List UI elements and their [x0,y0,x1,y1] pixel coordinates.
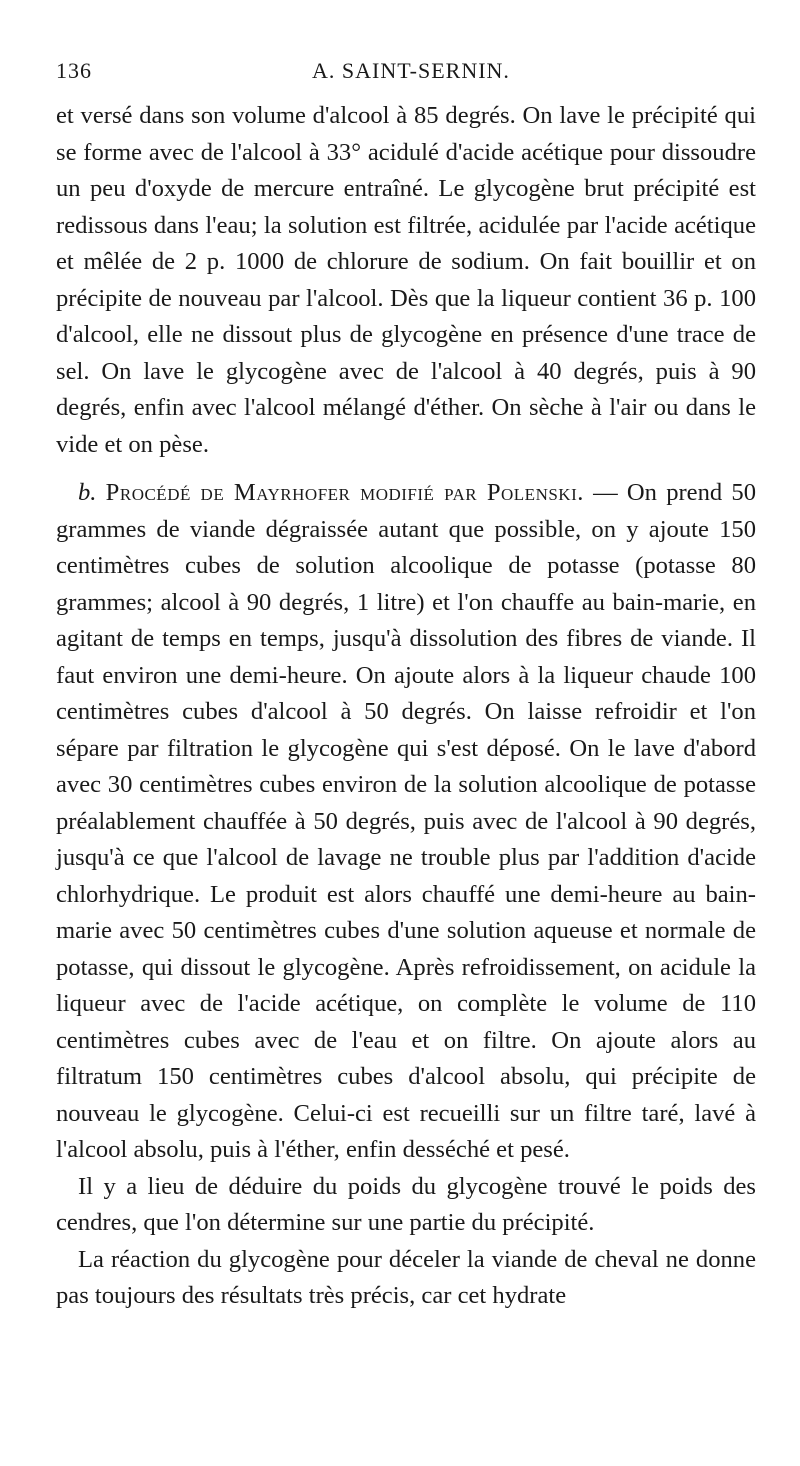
section-label: b. [78,479,97,506]
section-text: On prend 50 grammes de viande dégraissée autant que possible, on y ajoute 150 centimètres cubes de solution alcoolique de potasse (potasse 80 grammes; alcool à 90 degrés, 1 litre) et l'on chauffe au bain-marie, en agitant de temps en temps, jusqu'à dissolution des fibres de viande. Il faut environ une demi-heure. On ajoute alors à la liqueur chaude 100 centimètres cubes d'alcool à 50 degrés. On laisse refroidir et l'on sépare par filtration le glycogène qui s'est déposé. On le lave d'abord avec 30 centimètres cubes environ de la solution alcoolique de potasse préalablement chauffée à 50 degrés, puis avec de l'alcool à 90 degrés, jusqu'à ce que l'alcool de lavage ne trouble plus par l'addition d'acide chlorhydrique. Le produit est alors chauffé une demi-heure au bain-marie avec 50 centimètres cubes d'une solution aqueuse et normale de potasse, qui dissout le glycogène. Après refroidissement, on acidule la liqueur avec de l'acide acétique, on complète le volume de 110 centimètres cubes avec de l'eau et on filtre. On ajoute alors au filtratum 150 centimètres cubes d'alcool absolu, qui précipite de nouveau le glycogène. Celui-ci est recueilli sur un filtre taré, lavé à l'alcool absolu, puis à l'éther, enfin desséché et pesé. [56,479,756,1163]
page-header [56,58,756,88]
em-dash: — [583,479,627,506]
running-head: A. SAINT-SERNIN. [312,58,510,83]
paragraph-ash-deduction: Il y a lieu de déduire du poids du glycogène trouvé le poids des cendres, que l'on détermine sur une partie du précipité. [56,1172,756,1236]
paragraph-glycogen-reaction: La réaction du glycogène pour déceler la viande de cheval ne donne pas toujours des résultats très précis, car cet hydrate [56,1245,756,1309]
section-heading: Procédé de Mayrhofer modifié par Polenski. [105,479,584,506]
body-text [56,98,756,1315]
page-number: 136 [56,58,92,83]
paragraph-continuation: et versé dans son volume d'alcool à 85 degrés. On lave le précipité qui se forme avec de l'alcool à 33° acidulé d'acide acétique pour dissoudre un peu d'oxyde de mercure entraîné. Le glycogène brut précipité est redissous dans l'eau; la solution est filtrée, acidulée par l'acide acétique et mêlée de 2 p. 1000 de chlorure de sodium. On fait bouillir et on précipite de nouveau par l'alcool. Dès que la liqueur contient 36 p. 100 d'alcool, elle ne dissout plus de glycogène en présence d'une trace de sel. On lave le glycogène avec de l'alcool à 40 degrés, puis à 90 degrés, enfin avec l'alcool mélangé d'éther. On sèche à l'air ou dans le vide et on pèse. [56,102,756,458]
paragraph-polenski-method [56,475,756,1169]
